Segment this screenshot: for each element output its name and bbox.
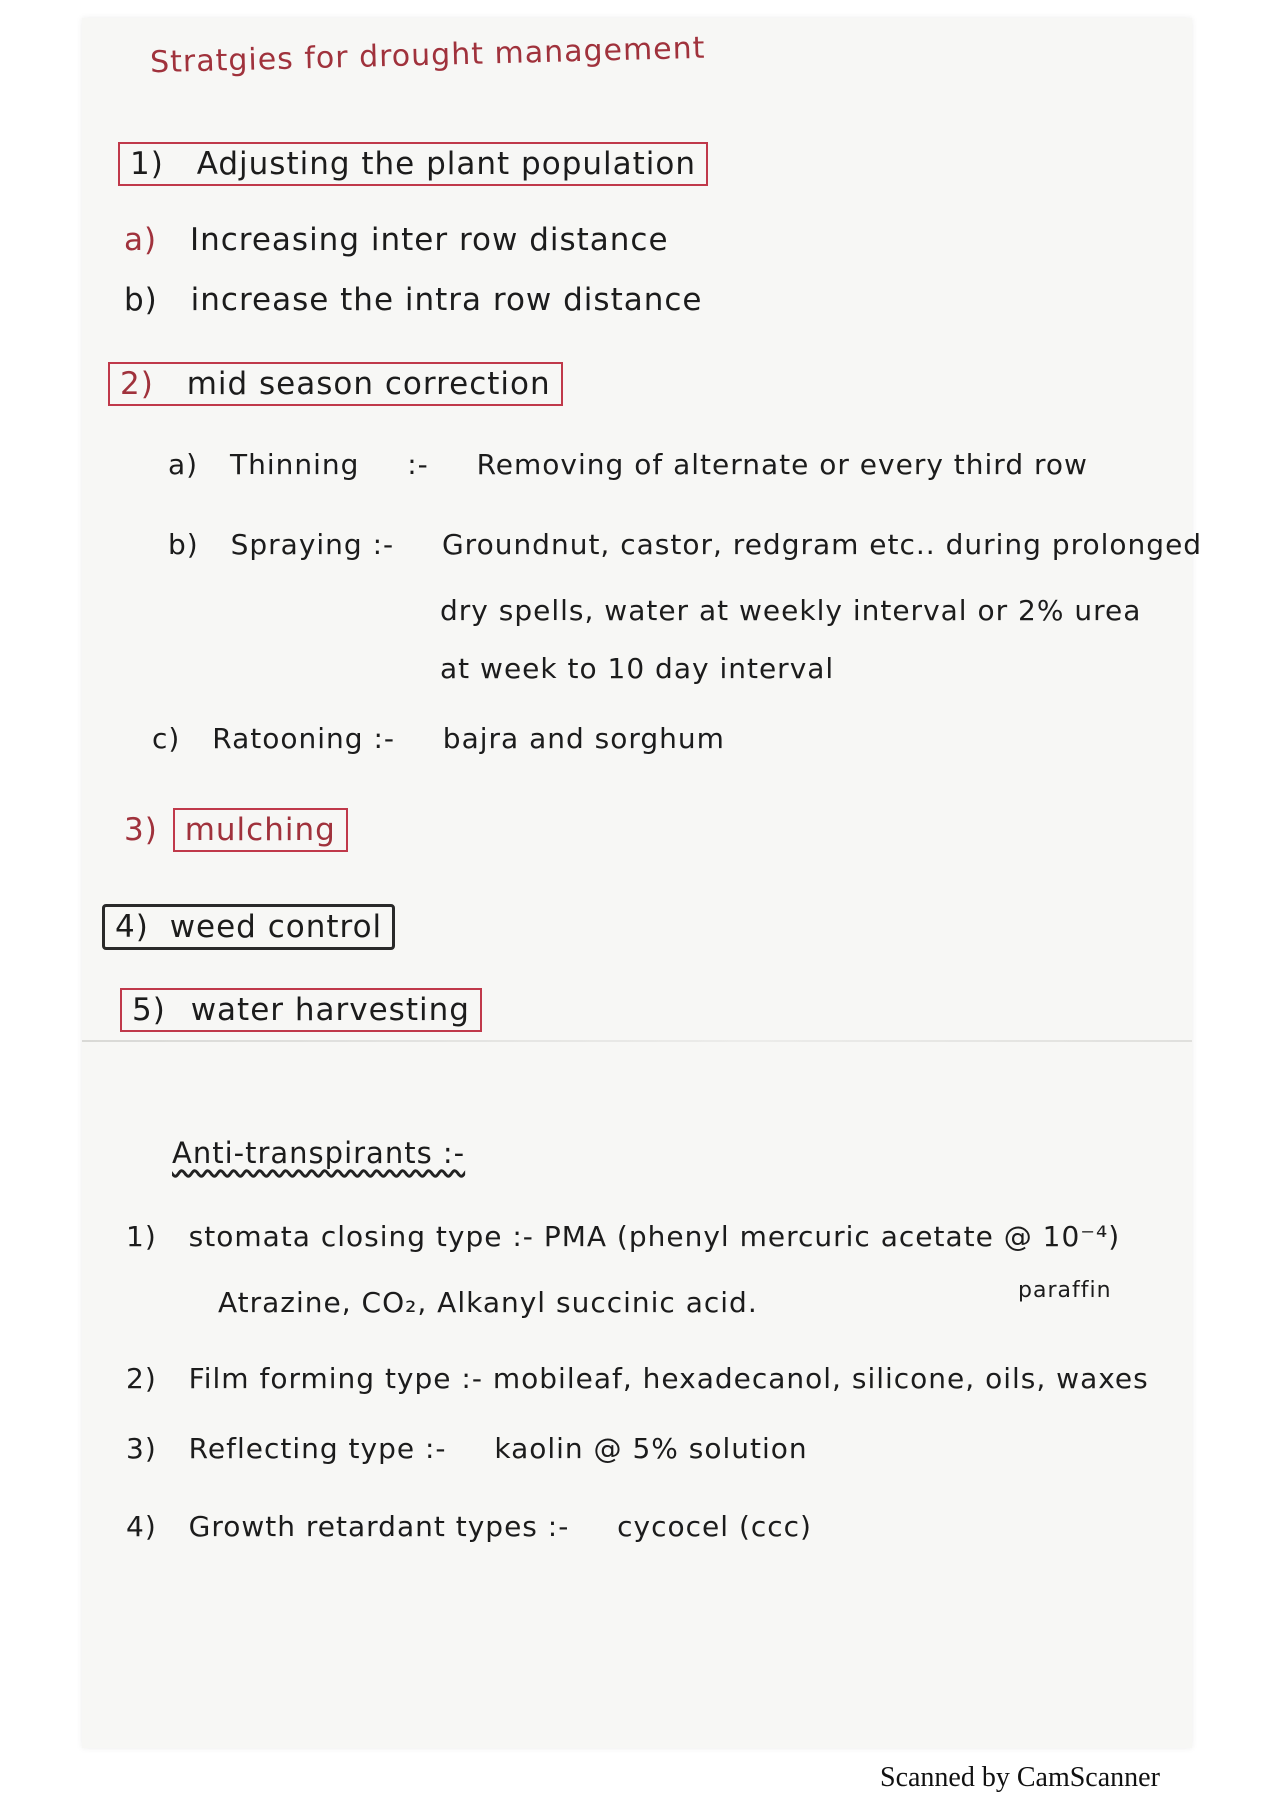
section-2-box	[108, 362, 563, 406]
section-5-number: 5)	[132, 992, 166, 1028]
section-2-item-b	[168, 528, 1202, 561]
paper-sheet	[82, 18, 1192, 1748]
anti-item-2	[126, 1362, 1149, 1395]
anti-item-2-note: paraffin	[1018, 1278, 1112, 1303]
section-3-number: 3)	[124, 812, 158, 848]
section-2-item-b-line2: dry spells, water at weekly interval or 2% urea	[440, 594, 1142, 627]
item-label: Spraying	[230, 528, 363, 561]
item-separator: :-	[512, 1220, 534, 1253]
item-marker: c)	[152, 722, 181, 755]
item-separator: :-	[461, 1362, 483, 1395]
section-4	[102, 904, 395, 950]
item-text: kaolin @ 5% solution	[494, 1432, 808, 1465]
anti-transpirants-heading: Anti-transpirants :-	[172, 1136, 466, 1170]
section-3-heading: mulching	[173, 808, 348, 852]
section-1-box	[118, 142, 708, 186]
section-2-number: 2)	[120, 366, 154, 402]
item-marker: 4)	[126, 1510, 157, 1543]
item-label: Growth retardant types	[188, 1510, 538, 1543]
item-marker: 1)	[126, 1220, 157, 1253]
section-5	[120, 988, 482, 1032]
item-separator: :-	[547, 1510, 570, 1543]
section-1-item-b	[124, 282, 703, 318]
item-marker: a)	[124, 222, 158, 258]
item-label: Reflecting type	[188, 1432, 416, 1465]
item-text: Increasing inter row distance	[189, 222, 669, 258]
item-text: mobileaf, hexadecanol, silicone, oils, waxes	[492, 1362, 1149, 1395]
section-2-item-a	[168, 448, 1088, 481]
item-label: stomata closing type	[188, 1220, 503, 1253]
item-text: bajra and sorghum	[442, 722, 725, 755]
item-text: Groundnut, castor, redgram etc.. during prolonged	[441, 528, 1203, 561]
section-4-heading: weed control	[169, 909, 383, 945]
section-4-number: 4)	[115, 909, 149, 945]
section-1-number: 1)	[130, 146, 164, 182]
item-label: Ratooning	[212, 722, 364, 755]
section-1-item-a	[124, 222, 669, 258]
section-2	[108, 362, 563, 406]
item-text: cycocel (ccc)	[617, 1510, 812, 1543]
page-title: Stratgies for drought management	[149, 30, 706, 81]
section-1-heading: Adjusting the plant population	[196, 146, 697, 182]
section-5-heading: water harvesting	[190, 992, 470, 1028]
scanner-watermark: Scanned by CamScanner	[880, 1762, 1160, 1793]
section-2-item-c	[152, 722, 725, 755]
section-2-heading: mid season correction	[186, 366, 551, 402]
anti-item-4	[126, 1510, 812, 1543]
section-2-item-b-line3: at week to 10 day interval	[440, 652, 835, 685]
item-separator: :-	[372, 528, 395, 561]
section-5-box	[120, 988, 482, 1032]
anti-item-1-line2: Atrazine, CO₂, Alkanyl succinic acid.	[218, 1286, 758, 1319]
item-label: Thinning	[230, 448, 360, 481]
section-1	[118, 142, 708, 186]
item-label: Film forming type	[188, 1362, 452, 1395]
item-marker: a)	[168, 448, 199, 481]
item-text: Removing of alternate or every third row	[476, 448, 1088, 481]
item-separator: :-	[373, 722, 395, 755]
section-3	[124, 808, 348, 852]
item-separator: :-	[424, 1432, 447, 1465]
item-separator: :-	[407, 448, 429, 481]
item-marker: b)	[168, 528, 199, 561]
anti-item-1	[126, 1220, 1120, 1253]
section-4-box	[102, 904, 395, 950]
item-text: PMA (phenyl mercuric acetate @ 10⁻⁴)	[543, 1220, 1121, 1253]
anti-item-3	[126, 1432, 808, 1465]
item-marker: 2)	[126, 1362, 157, 1395]
item-text: increase the intra row distance	[190, 282, 703, 318]
item-marker: b)	[124, 282, 158, 318]
page-fold	[82, 1040, 1192, 1042]
item-marker: 3)	[126, 1432, 157, 1465]
